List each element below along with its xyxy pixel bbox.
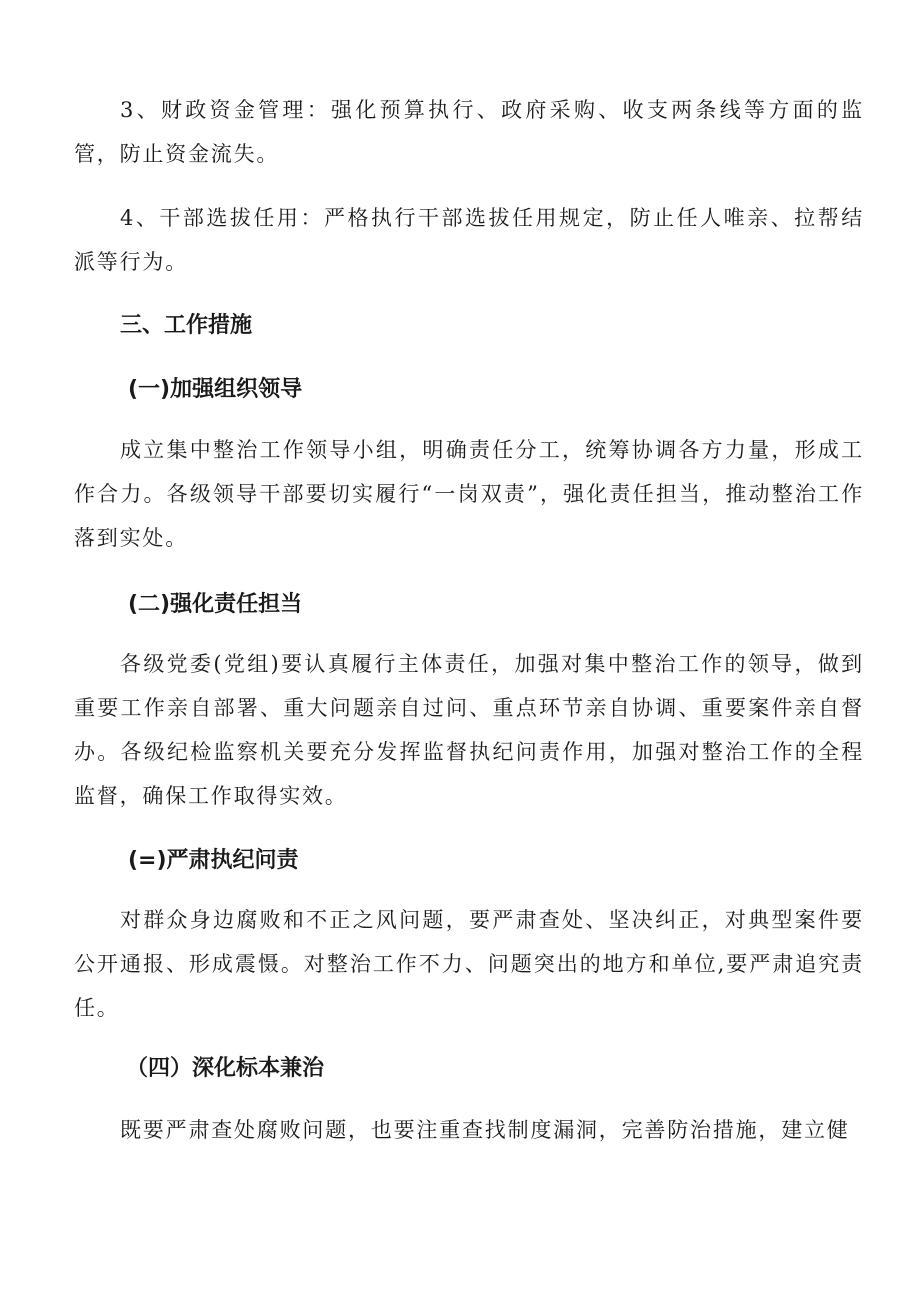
section-heading-measures: 三、工作措施	[120, 313, 253, 338]
paragraph-finance-management: 3、财政资金管理：强化预算执行、政府采购、收支两条线等方面的监管，防止资金流失。	[74, 98, 864, 166]
subheading-root-causes: （四）深化标本兼治	[126, 1056, 325, 1081]
paragraph-organization-leadership: 成立集中整治工作领导小组，明确责任分工，统筹协调各方力量，形成工作合力。各级领导干部要切实履行“一岗双责”，强化责任担当，推动整治工作落到实处。	[74, 438, 864, 550]
subheading-organization-leadership: (一)加强组织领导	[128, 377, 303, 402]
paragraph-responsibility: 各级党委(党组)要认真履行主体责任，加强对集中整治工作的领导，做到重要工作亲自部署、重大问题亲自过问、重点环节亲自协调、重要案件亲自督办。各级纪检监察机关要充分发挥监督执纪问责作用，加强对整治工作的全程监督，确保工作取得实效。	[74, 652, 864, 808]
paragraph-discipline-accountability: 对群众身边腐败和不正之风问题，要严肃查处、坚决纠正，对典型案件要公开通报、形成震慑。对整治工作不力、问题突出的地方和单位,要严肃追究责任。	[74, 908, 864, 1020]
subheading-responsibility: (二)强化责任担当	[128, 592, 303, 617]
subheading-discipline-accountability: (=)严肃执纪问责	[128, 848, 299, 873]
paragraph-cadre-selection: 4、干部选拔任用：严格执行干部选拔任用规定，防止任人唯亲、拉帮结派等行为。	[74, 206, 864, 274]
paragraph-root-causes: 既要严肃查处腐败问题，也要注重查找制度漏洞，完善防治措施，建立健	[120, 1118, 850, 1142]
